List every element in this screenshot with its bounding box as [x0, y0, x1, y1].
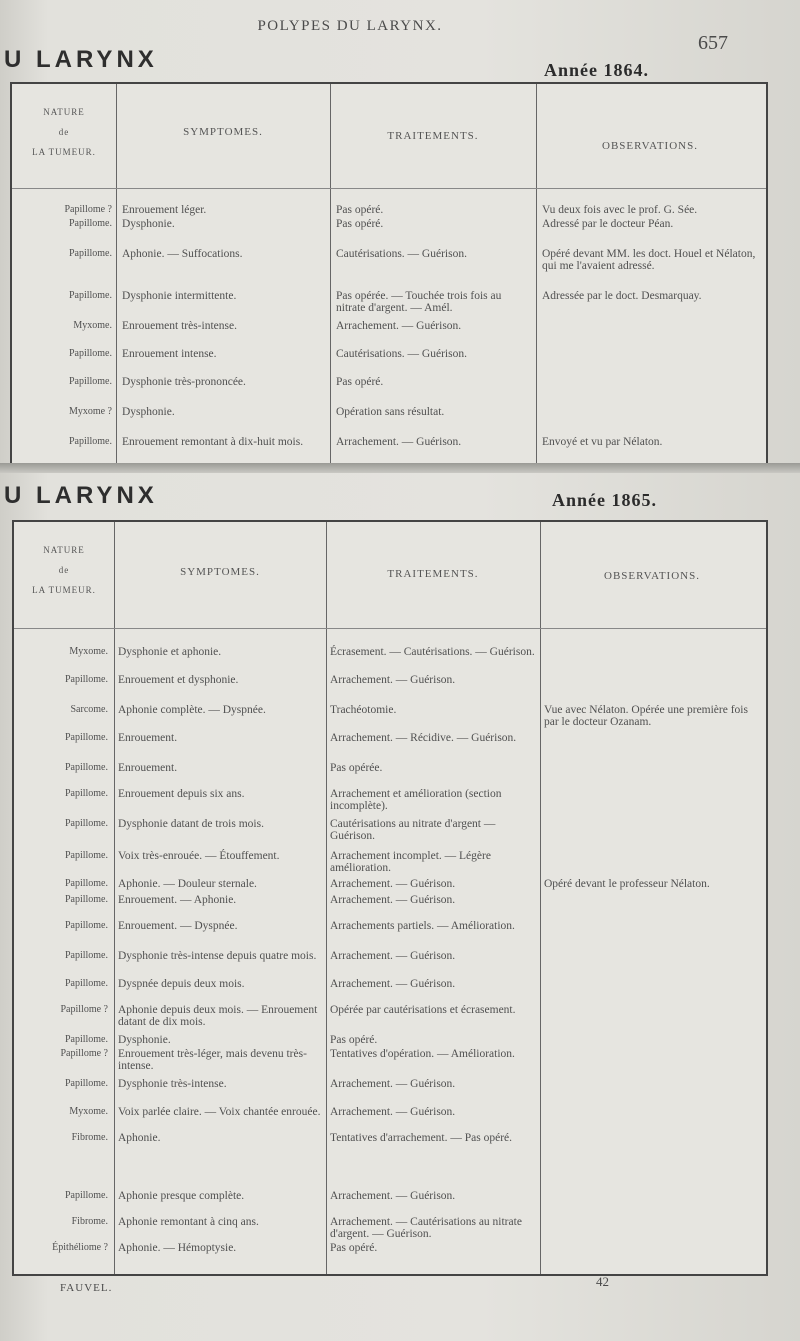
cell-nature: Papillome. — [64, 788, 108, 799]
header-observations: OBSERVATIONS. — [604, 570, 700, 582]
cell-traitements: Arrachement. — Récidive. — Guérison. — [330, 732, 517, 744]
cell-traitements: Pas opéré. — [336, 204, 384, 216]
cell-symptomes: Aphonie presque complète. — [118, 1190, 245, 1202]
cell-traitements: Arrachement. — Guérison. — [336, 436, 462, 448]
cell-traitements: Arrachement. — Guérison. — [336, 320, 462, 332]
cell-nature: Papillome. — [68, 436, 112, 447]
cell-nature: Papillome ? — [60, 1004, 108, 1015]
cell-observations: Adressée par le doct. Desmarquay. — [542, 290, 702, 302]
footer-author: FAUVEL. — [60, 1282, 113, 1294]
cell-observations: Envoyé et vu par Nélaton. — [542, 436, 663, 448]
cell-traitements: Arrachement et amélioration (section incomplète). — [330, 788, 502, 812]
running-head: POLYPES DU LARYNX. — [257, 18, 443, 34]
cell-symptomes: Dysphonie très-prononcée. — [122, 376, 246, 388]
cell-traitements: Arrachement. — Guérison. — [330, 674, 456, 686]
cell-symptomes: Enrouement très-intense. — [122, 320, 237, 332]
header-traitements: TRAITEMENTS. — [387, 568, 479, 580]
cell-traitements: Arrachement. — Guérison. — [330, 1106, 456, 1118]
year-1864: Année 1864. — [544, 60, 649, 80]
header-symptomes: SYMPTOMES. — [183, 126, 263, 138]
cell-traitements: Pas opéré. — [330, 1242, 378, 1254]
cell-traitements: Arrachement incomplet. — Légère amélioration. — [330, 850, 491, 874]
cell-traitements: Cautérisations au nitrate d'argent — Guérison. — [330, 818, 496, 842]
page-number: 657 — [698, 32, 728, 54]
cell-symptomes: Aphonie. — Douleur sternale. — [118, 878, 257, 890]
cell-symptomes: Enrouement intense. — [122, 348, 217, 360]
cell-symptomes: Aphonie remontant à cinq ans. — [118, 1216, 259, 1228]
cell-symptomes: Dysphonie très-intense depuis quatre mois. — [118, 950, 317, 962]
cell-nature: Épithéliome ? — [52, 1242, 108, 1253]
cell-traitements: Écrasement. — Cautérisations. — Guérison. — [330, 646, 535, 658]
cell-nature: Papillome. — [64, 732, 108, 743]
cell-symptomes: Aphonie. — Suffocations. — [122, 248, 243, 260]
cell-traitements: Trachéotomie. — [330, 704, 397, 716]
cell-symptomes: Dysphonie intermittente. — [122, 290, 237, 302]
cell-nature: Papillome. — [64, 674, 108, 685]
cell-nature: Papillome. — [68, 248, 112, 259]
cell-nature: Papillome. — [64, 850, 108, 861]
cell-symptomes: Voix très-enrouée. — Étouffement. — [118, 850, 280, 862]
cell-observations: Vu deux fois avec le prof. G. Sée. — [542, 204, 698, 216]
cell-symptomes: Aphonie complète. — Dyspnée. — [118, 704, 266, 716]
cell-nature: Papillome ? — [64, 204, 112, 215]
section-title-1864: U LARYNX — [4, 46, 158, 73]
cell-symptomes: Enrouement très-léger, mais devenu très-intense. — [118, 1048, 307, 1072]
page-fold — [0, 463, 800, 473]
cell-nature: Myxome. — [69, 1106, 108, 1117]
cell-nature: Papillome. — [64, 950, 108, 961]
header-nature: NATURE de LA TUMEUR. — [32, 545, 96, 595]
cell-nature: Papillome ? — [60, 1048, 108, 1059]
cell-traitements: Cautérisations. — Guérison. — [336, 348, 467, 360]
cell-symptomes: Enrouement. — Aphonie. — [118, 894, 237, 906]
cell-traitements: Pas opéré. — [336, 218, 384, 230]
cell-traitements: Opération sans résultat. — [336, 406, 445, 418]
cell-observations: Vue avec Nélaton. Opérée une première fois par le docteur Ozanam. — [544, 704, 748, 728]
cell-symptomes: Voix parlée claire. — Voix chantée enrouée. — [118, 1106, 321, 1118]
cell-symptomes: Dysphonie datant de trois mois. — [118, 818, 264, 830]
cell-nature: Papillome. — [64, 818, 108, 829]
cell-nature: Fibrome. — [71, 1216, 108, 1227]
cell-nature: Papillome. — [64, 878, 108, 889]
cell-traitements: Opérée par cautérisations et écrasement. — [330, 1004, 516, 1016]
cell-symptomes: Dyspnée depuis deux mois. — [118, 978, 245, 990]
cell-symptomes: Enrouement remontant à dix-huit mois. — [122, 436, 304, 448]
cell-traitements: Tentatives d'opération. — Amélioration. — [330, 1048, 515, 1060]
cell-symptomes: Enrouement. — [118, 732, 178, 744]
cell-nature: Papillome. — [64, 762, 108, 773]
footer-signature: 42 — [596, 1274, 609, 1289]
cell-nature: Myxome. — [69, 646, 108, 657]
header-nature: NATURE de LA TUMEUR. — [32, 107, 96, 157]
cell-symptomes: Aphonie. — [118, 1132, 161, 1144]
header-symptomes: SYMPTOMES. — [180, 566, 260, 578]
cell-observations: Opéré devant MM. les doct. Houel et Nélaton, qui me l'avaient adressé. — [542, 248, 756, 272]
cell-symptomes: Enrouement. — [118, 762, 178, 774]
cell-symptomes: Dysphonie. — [122, 218, 175, 230]
cell-symptomes: Dysphonie. — [122, 406, 175, 418]
cell-traitements: Arrachement. — Guérison. — [330, 1078, 456, 1090]
cell-observations: Adressé par le docteur Péan. — [542, 218, 674, 230]
cell-traitements: Arrachement. — Guérison. — [330, 978, 456, 990]
cell-symptomes: Dysphonie et aphonie. — [118, 646, 222, 658]
cell-traitements: Arrachement. — Guérison. — [330, 950, 456, 962]
cell-nature: Papillome. — [64, 894, 108, 905]
cell-nature: Papillome. — [68, 348, 112, 359]
cell-traitements: Arrachement. — Guérison. — [330, 894, 456, 906]
cell-symptomes: Dysphonie très-intense. — [118, 1078, 227, 1090]
cell-nature: Papillome. — [68, 376, 112, 387]
header-observations: OBSERVATIONS. — [602, 140, 698, 152]
cell-nature: Papillome. — [68, 290, 112, 301]
cell-traitements: Pas opérée. — [330, 762, 383, 774]
cell-nature: Papillome. — [64, 1034, 108, 1045]
cell-nature: Papillome. — [64, 1078, 108, 1089]
header-traitements: TRAITEMENTS. — [387, 130, 479, 142]
table-1865 — [12, 520, 768, 1276]
cell-nature: Sarcome. — [70, 704, 108, 715]
cell-nature: Papillome. — [64, 920, 108, 931]
cell-observations: Opéré devant le professeur Nélaton. — [544, 878, 710, 890]
year-1865: Année 1865. — [552, 490, 657, 510]
cell-traitements: Pas opéré. — [330, 1034, 378, 1046]
cell-symptomes: Enrouement. — Dyspnée. — [118, 920, 238, 932]
cell-nature: Papillome. — [68, 218, 112, 229]
cell-traitements: Cautérisations. — Guérison. — [336, 248, 467, 260]
cell-traitements: Arrachement. — Guérison. — [330, 1190, 456, 1202]
cell-symptomes: Dysphonie. — [118, 1034, 171, 1046]
cell-traitements: Tentatives d'arrachement. — Pas opéré. — [330, 1132, 513, 1144]
cell-nature: Myxome ? — [68, 406, 112, 417]
cell-traitements: Pas opérée. — Touchée trois fois au nitrate d'argent. — Amél. — [336, 290, 502, 314]
cell-traitements: Arrachements partiels. — Amélioration. — [330, 920, 515, 932]
cell-nature: Myxome. — [73, 320, 112, 331]
cell-traitements: Pas opéré. — [336, 376, 384, 388]
cell-symptomes: Enrouement léger. — [122, 204, 207, 216]
cell-symptomes: Enrouement et dysphonie. — [118, 674, 239, 686]
section-title-1865: U LARYNX — [4, 482, 158, 509]
cell-traitements: Arrachement. — Cautérisations au nitrate d'argent. — Guérison. — [330, 1216, 522, 1240]
cell-symptomes: Enrouement depuis six ans. — [118, 788, 245, 800]
cell-nature: Fibrome. — [71, 1132, 108, 1143]
cell-symptomes: Aphonie. — Hémoptysie. — [118, 1242, 237, 1254]
table-1864 — [10, 82, 768, 466]
cell-symptomes: Aphonie depuis deux mois. — Enrouement datant de dix mois. — [118, 1004, 318, 1028]
cell-nature: Papillome. — [64, 1190, 108, 1201]
cell-traitements: Arrachement. — Guérison. — [330, 878, 456, 890]
cell-nature: Papillome. — [64, 978, 108, 989]
